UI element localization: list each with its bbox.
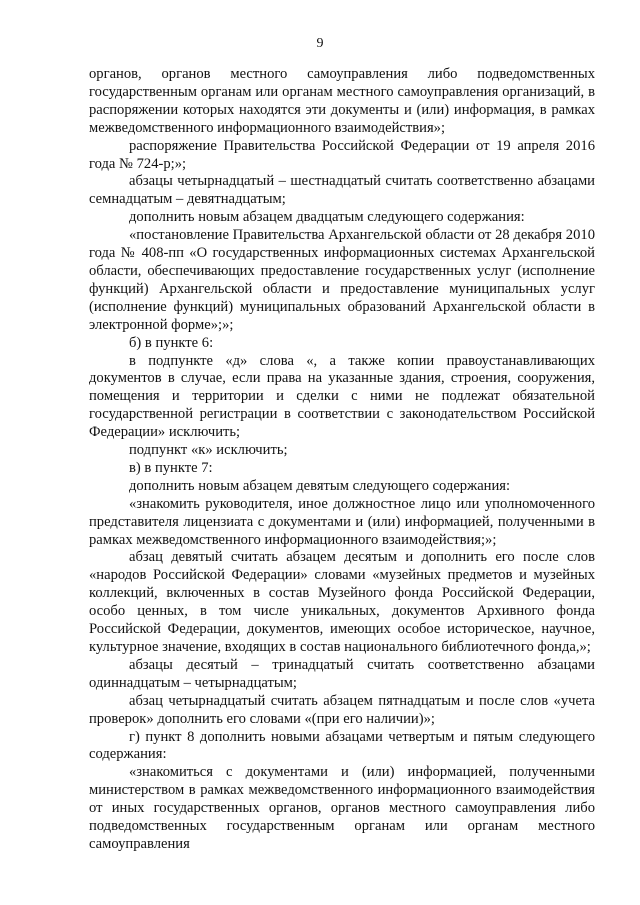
paragraph-9: в) в пункте 7: [129, 459, 213, 476]
document-body [89, 66, 595, 854]
paragraph-5: «постановление Правительства Архангельской области от 28 декабря 2010 года № 408-пп «О государственных информационных системах Архангельской области, обеспечивающих предоставление государственных услуг (исполнение функций) Архангельской области и предоставление муниципальных услуг (исполнение функций) муниципальных образований Архангельской области в электронной форме»;»; [89, 227, 595, 333]
paragraph-3: абзацы четырнадцатый – шестнадцатый считать соответственно абзацами семнадцатым – девятнадцатым; [89, 173, 595, 208]
paragraph-14: абзац четырнадцатый считать абзацем пятнадцатым и после слов «учета проверок» дополнить его словами «(при его наличии)»; [89, 692, 595, 727]
page-number: 9 [316, 36, 324, 51]
paragraph-15: г) пункт 8 дополнить новыми абзацами четвертым и пятым следующего содержания: [89, 728, 595, 763]
paragraph-10: дополнить новым абзацем девятым следующего содержания: [129, 477, 511, 494]
paragraph-1: органов, органов местного самоуправления либо подведомственных государственным органам или органам местного самоуправления организаций, в распоряжении которых находятся эти документы и (или) информация, в рамках межведомственного информационного взаимодействия»; [89, 66, 595, 136]
paragraph-4: дополнить новым абзацем двадцатым следующего содержания: [129, 209, 525, 226]
paragraph-8: подпункт «к» исключить; [129, 442, 288, 459]
paragraph-11: «знакомить руководителя, иное должностное лицо или уполномоченного представителя лицензиата с документами и (или) информацией, полученными в рамках межведомственного информационного взаимодействия;»; [89, 495, 595, 548]
paragraph-16: «знакомиться с документами и (или) информацией, полученными министерством в рамках межведомственного информационного взаимодействия от иных государственных органов, органов местного самоуправления либо подведомственных государственным органам или органам местного самоуправления [89, 764, 595, 852]
paragraph-7: в подпункте «д» слова «, а также копии правоустанавливающих документов в случае, если права на указанные здания, строения, сооружения, помещения и территории и сделки с ними не подлежат обязательной государственной регистрации в соответствии с законодательством Российской Федерации» исключить; [89, 352, 595, 441]
paragraph-6: б) в пункте 6: [129, 334, 214, 351]
paragraph-2: распоряжение Правительства Российской Федерации от 19 апреля 2016 года № 724-р;»; [89, 137, 595, 172]
paragraph-13: абзацы десятый – тринадцатый считать соответственно абзацами одиннадцатым – четырнадцатым; [89, 656, 595, 691]
paragraph-12: абзац девятый считать абзацем десятым и дополнить его после слов «народов Российской Федерации» словами «музейных предметов и музейных коллекций, включенных в состав Музейного фонда Российской Федерации, особо ценных, в том числе уникальных, документов Архивного фонда Российской Федерации, документов, имеющих особое историческое, научное, культурное значение, входящих в состав национального библиотечного фонда,»; [89, 549, 595, 655]
